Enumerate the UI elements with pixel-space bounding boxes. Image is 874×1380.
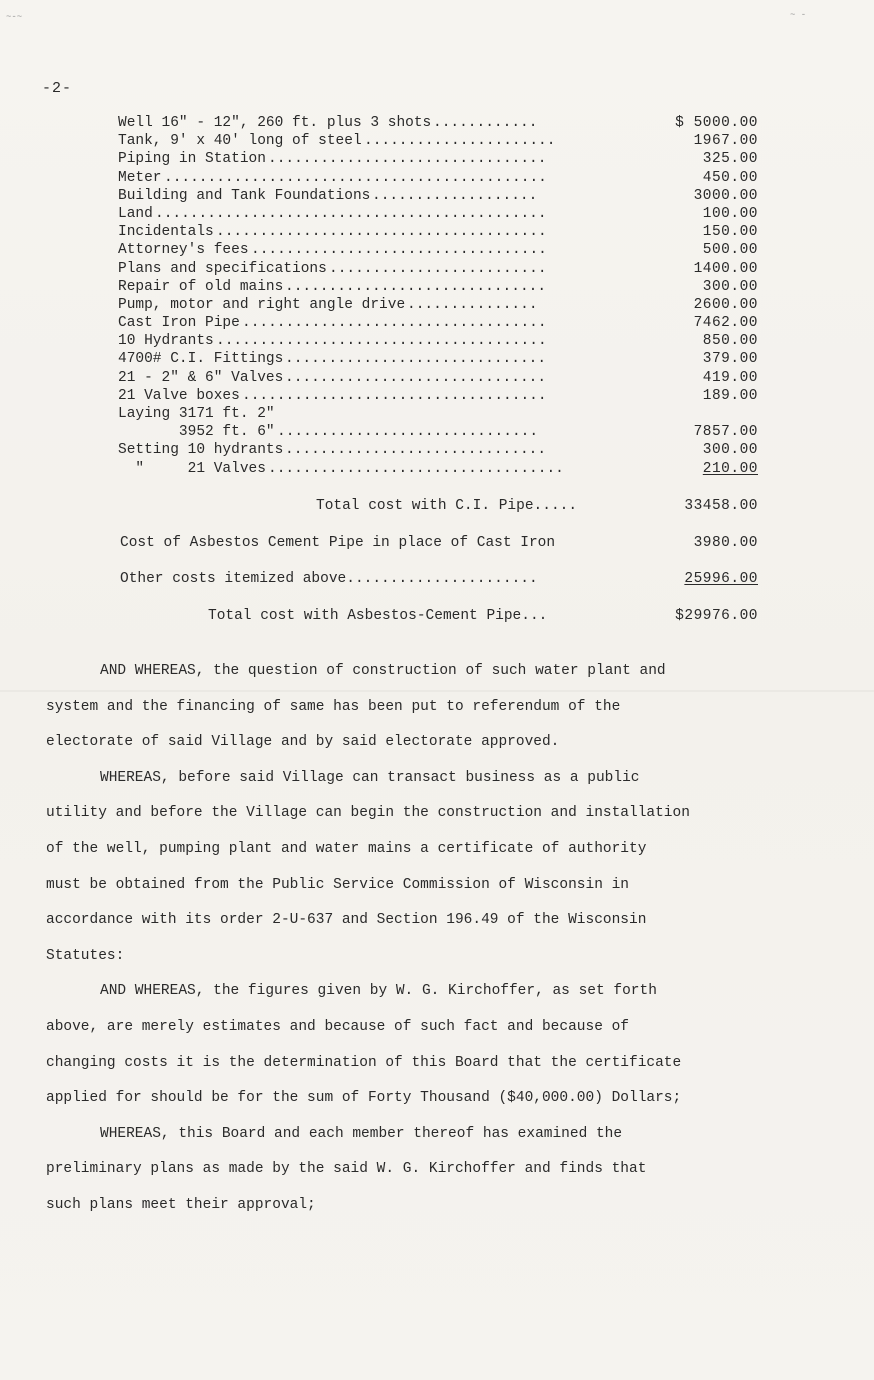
leader-dots: ..............................: [285, 278, 547, 295]
cost-item-amount: 100.00: [702, 205, 758, 222]
cost-item-label: Incidentals: [118, 224, 214, 241]
cost-item-label: 4700# C.I. Fittings: [118, 351, 284, 368]
leader-dots: ..............................: [285, 442, 547, 459]
leader-dots: ......................................: [216, 333, 547, 350]
leader-dots: ..............................: [277, 424, 539, 441]
cost-item-label: 10 Hydrants: [118, 333, 214, 350]
cost-item-row: [118, 114, 758, 132]
cost-item-row: [118, 387, 758, 405]
cost-item-label: Piping in Station: [118, 151, 266, 168]
paragraph-line: such plans meet their approval;: [46, 1196, 316, 1213]
asbestos-cost-label: Cost of Asbestos Cement Pipe in place of Cast Iron: [120, 535, 556, 551]
cost-item-label: Laying 3171 ft. 2": [118, 406, 275, 422]
leader-dots: ......................................: [216, 224, 547, 241]
cost-item-amount: $ 5000.00: [675, 115, 758, 131]
cost-item-row: [118, 296, 758, 314]
cost-item-row: [118, 423, 758, 441]
leader-dots: ...................: [372, 187, 538, 204]
cost-item-row: [118, 405, 758, 423]
cost-item-label: Attorney's fees: [118, 242, 249, 259]
paragraph-line: must be obtained from the Public Service Commission of Wisconsin in: [46, 876, 629, 893]
paragraph-line: of the well, pumping plant and water mains a certificate of authority: [46, 840, 647, 857]
leader-dots: ...................................: [242, 315, 547, 332]
leader-dots: .............................................: [155, 205, 547, 222]
leader-dots: ......................: [364, 133, 556, 150]
cost-item-label: 3952 ft. 6": [118, 424, 275, 441]
total-ac-row: [118, 606, 758, 626]
paragraph-line: electorate of said Village and by said electorate approved.: [46, 734, 560, 751]
leader-dots: ..............................: [285, 369, 547, 386]
cost-item-row: [118, 150, 758, 168]
leader-dots: ............................................: [164, 169, 547, 186]
cost-item-amount: 210.00: [702, 460, 758, 477]
cost-item-amount: 300.00: [702, 442, 758, 459]
cost-item-amount: 150.00: [702, 224, 758, 241]
paragraph-line: above, are merely estimates and because of such fact and because of: [46, 1018, 629, 1035]
cost-item-row: [118, 332, 758, 350]
paragraph-line: applied for should be for the sum of Forty Thousand ($40,000.00) Dollars;: [46, 1090, 682, 1107]
paragraph-line: preliminary plans as made by the said W. G. Kirchoffer and finds that: [46, 1161, 647, 1178]
cost-item-label: Cast Iron Pipe: [118, 315, 240, 332]
other-costs-amount: 25996.00: [684, 571, 758, 587]
cost-item-row: [118, 369, 758, 387]
leader-dots: ..............................: [285, 351, 547, 368]
paragraph-line: utility and before the Village can begin the construction and installation: [46, 805, 690, 822]
leader-dots: ..................................: [268, 460, 564, 477]
leader-dots: ............: [433, 115, 538, 131]
cost-item-label: Land: [118, 205, 153, 222]
cost-item-label: Pump, motor and right angle drive: [118, 296, 406, 313]
cost-item-amount: 189.00: [702, 387, 758, 404]
asbestos-cost-amount: 3980.00: [693, 535, 758, 551]
total-ci-label: Total cost with C.I. Pipe.....: [316, 498, 578, 514]
cost-item-row: [118, 314, 758, 332]
total-ci-row: [118, 496, 758, 516]
cost-item-row: [118, 169, 758, 187]
cost-item-amount: 2600.00: [693, 296, 758, 313]
cost-item-amount: 300.00: [702, 278, 758, 295]
paragraph-line: AND WHEREAS, the question of construction of such water plant and: [100, 663, 666, 679]
other-costs-row: [118, 569, 758, 589]
paragraph-line: Statutes:: [46, 947, 125, 964]
cost-item-row: [118, 187, 758, 205]
cost-item-amount: 7857.00: [693, 424, 758, 441]
cost-item-row: [118, 205, 758, 223]
paragraph-line: AND WHEREAS, the figures given by W. G. Kirchoffer, as set forth: [100, 983, 657, 1000]
cost-itemization: [118, 114, 758, 478]
paragraph-line: accordance with its order 2-U-637 and Section 196.49 of the Wisconsin: [46, 912, 647, 929]
paragraph-line: system and the financing of same has been put to referendum of the: [46, 698, 621, 715]
cost-item-row: [118, 441, 758, 459]
cost-item-row: [118, 278, 758, 296]
paragraph-line: WHEREAS, before said Village can transact business as a public: [100, 769, 640, 786]
cost-item-label: Setting 10 hydrants: [118, 442, 284, 459]
cost-item-row: [118, 460, 758, 478]
cost-item-label: Plans and specifications: [118, 260, 327, 277]
cost-item-row: [118, 350, 758, 368]
cost-item-label: " 21 Valves: [118, 460, 266, 477]
cost-item-amount: 3000.00: [693, 187, 758, 204]
cost-item-amount: 1400.00: [693, 260, 758, 277]
cost-item-label: Building and Tank Foundations: [118, 187, 371, 204]
cost-item-row: [118, 223, 758, 241]
total-ac-label: Total cost with Asbestos-Cement Pipe...: [208, 608, 548, 624]
cost-item-row: [118, 260, 758, 278]
cost-item-label: Tank, 9' x 40' long of steel: [118, 133, 362, 150]
asbestos-cost-row: [118, 533, 758, 553]
cost-item-amount: 450.00: [702, 169, 758, 186]
cost-item-label: Meter: [118, 169, 162, 186]
cost-item-row: [118, 132, 758, 150]
cost-item-amount: 850.00: [702, 333, 758, 350]
cost-item-amount: 325.00: [702, 151, 758, 168]
leader-dots: .........................: [329, 260, 547, 277]
paragraph-line: changing costs it is the determination of this Board that the certificate: [46, 1054, 682, 1071]
cost-item-label: 21 - 2" & 6" Valves: [118, 369, 284, 386]
cost-item-amount: 419.00: [702, 369, 758, 386]
total-ac-amount: $29976.00: [675, 608, 758, 624]
paper-mark: ~ -: [790, 10, 807, 20]
cost-item-amount: 1967.00: [693, 133, 758, 150]
leader-dots: ...............: [407, 296, 538, 313]
paper-mark: ~-~: [6, 12, 23, 22]
page-number: -2-: [42, 80, 73, 97]
leader-dots: ................................: [268, 151, 547, 168]
cost-item-amount: 7462.00: [693, 315, 758, 332]
cost-item-row: [118, 241, 758, 259]
other-costs-label: Other costs itemized above......................: [120, 571, 538, 587]
cost-item-label: Well 16" - 12", 260 ft. plus 3 shots: [118, 115, 432, 131]
cost-item-amount: 379.00: [702, 351, 758, 368]
leader-dots: ..................................: [251, 242, 547, 259]
cost-item-label: Repair of old mains: [118, 278, 284, 295]
leader-dots: ...................................: [242, 387, 547, 404]
total-ci-amount: 33458.00: [684, 498, 758, 514]
cost-item-amount: 500.00: [702, 242, 758, 259]
cost-item-label: 21 Valve boxes: [118, 387, 240, 404]
paragraph-line: WHEREAS, this Board and each member thereof has examined the: [100, 1125, 623, 1142]
resolution-text: [46, 654, 856, 1224]
